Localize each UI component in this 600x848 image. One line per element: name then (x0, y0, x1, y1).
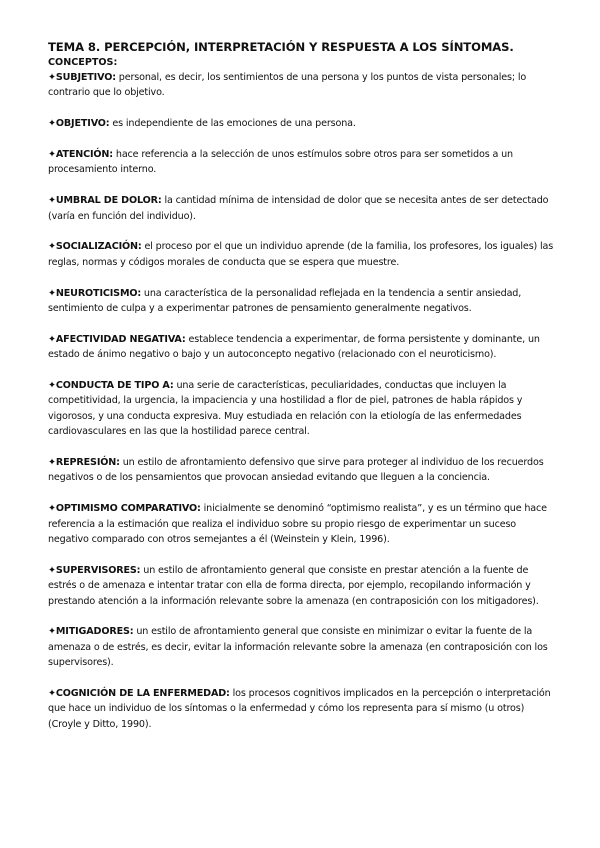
star-bullet-icon: ✦ (48, 195, 56, 207)
concept-definition: la cantidad mínima de intensidad de dolor que se necesita antes de ser detectado (varía en función del individuo). (48, 195, 549, 222)
page-title: TEMA 8. PERCEPCIÓN, INTERPRETACIÓN Y RESPUESTA A LOS SÍNTOMAS. (48, 40, 514, 54)
concept-term: NEUROTICISMO: (55, 287, 142, 299)
concept-definition: hace referencia a la selección de unos estímulos sobre otros para ser sometidos a un procesamiento interno. (48, 149, 513, 176)
star-bullet-icon: ✦ (48, 457, 56, 469)
section-subtitle: CONCEPTOS: (48, 57, 118, 68)
concept-definition: una característica de la personalidad reflejada en la tendencia a sentir ansiedad, sentimiento de culpa y a experimentar patrones de pensamiento generalmente negativos. (48, 287, 522, 315)
concept-definition: un estilo de afrontamiento general que consiste en prestar atención a la fuente de estrés o de amenaza e intentar tratar con ella de forma directa, por ejemplo, recopilando información y prestando atención a la información relevante sobre la amenaza (en contraposición con los mitigadores). (48, 564, 539, 607)
star-bullet-icon: ✦ (48, 118, 56, 130)
concept-term: REPRESIÓN: (55, 457, 120, 469)
concept-entry-supervisores (48, 563, 558, 609)
star-bullet-icon: ✦ (48, 626, 56, 638)
document-page (48, 40, 558, 748)
concept-entry-optimismo-comparativo (48, 501, 558, 547)
concept-definition: un estilo de afrontamiento general que consiste en minimizar o evitar la fuente de la amenaza o de estrés, es decir, evitar la información relevante sobre la amenaza (en contraposición con los supervisores). (48, 626, 548, 669)
star-bullet-icon: ✦ (48, 149, 56, 160)
concept-entry-atencion (48, 147, 558, 178)
concept-term: AFECTIVIDAD NEGATIVA: (55, 333, 186, 345)
concept-entry-afectividad-negativa (48, 332, 558, 363)
concept-term: SOCIALIZACIÓN: (55, 241, 142, 253)
concept-entry-conducta-tipo-a (48, 378, 558, 440)
concept-list (48, 70, 558, 732)
concept-definition: un estilo de afrontamiento defensivo que sirve para proteger al individuo de los recuerdos negativos o de los pensamientos que provocan ansiedad evitando que lleguen a la conciencia. (48, 457, 544, 484)
concept-term: UMBRAL DE DOLOR: (55, 195, 162, 207)
concept-term: COGNICIÓN DE LA ENFERMEDAD: (55, 688, 230, 700)
concept-definition: los procesos cognitivos implicados en la percepción o interpretación que hace un individuo de los síntomas o la enfermedad y cómo los representa para sí mismo (u otros) (Croyle y Ditto, 1990). (48, 688, 551, 730)
concept-entry-umbral-de-dolor (48, 193, 558, 224)
star-bullet-icon: ✦ (48, 333, 56, 345)
concept-definition: es independiente de las emociones de una persona. (109, 118, 356, 130)
concept-entry-represion (48, 455, 558, 486)
star-bullet-icon: ✦ (48, 241, 56, 253)
star-bullet-icon: ✦ (48, 688, 56, 700)
star-bullet-icon: ✦ (48, 72, 56, 83)
concept-definition: establece tendencia a experimentar, de forma persistente y dominante, un estado de ánimo negativo o bajo y un autoconcepto negativo (relacionado con el neuroticismo). (48, 333, 540, 361)
concept-entry-neuroticismo (48, 286, 558, 317)
concept-entry-mitigadores (48, 624, 558, 670)
concept-definition: personal, es decir, los sentimientos de una persona y los puntos de vista personales; lo contrario que lo objetivo. (48, 72, 527, 99)
concept-term: ATENCIÓN: (55, 149, 113, 160)
concept-term: OPTIMISMO COMPARATIVO: (55, 503, 201, 515)
concept-definition: inicialmente se denominó “optimismo realista”, y es un término que hace referencia a la estimación que realiza el individuo sobre su propio riesgo de experimentar un suceso negativo comparado con otros semejantes a él (Weinstein y Klein, 1996). (48, 503, 547, 546)
concept-term: OBJETIVO: (55, 118, 110, 130)
star-bullet-icon: ✦ (48, 564, 56, 576)
concept-term: SUPERVISORES: (55, 564, 141, 576)
star-bullet-icon: ✦ (48, 503, 56, 515)
concept-entry-cognicion-enfermedad (48, 686, 558, 732)
concept-entry-socializacion (48, 239, 558, 270)
concept-definition: el proceso por el que un individuo aprende (de la familia, los profesores, los iguales) las reglas, normas y códigos morales de conducta que se espera que muestre. (48, 241, 554, 268)
concept-entry-subjetivo (48, 70, 558, 101)
concept-term: SUBJETIVO: (55, 72, 116, 83)
concept-term: CONDUCTA DE TIPO A: (55, 380, 174, 392)
star-bullet-icon: ✦ (48, 380, 56, 392)
concept-definition: una serie de características, peculiaridades, conductas que incluyen la competitividad, la urgencia, la impaciencia y una hostilidad a flor de piel, patrones de habla rápidos y vigorosos, y una conducta expresiva. Muy estudiada en relación con la etiología de las enfermedades cardiovasculares en las que la hostilidad parece central. (48, 380, 523, 438)
concept-entry-objetivo (48, 116, 558, 131)
concept-term: MITIGADORES: (55, 626, 134, 638)
star-bullet-icon: ✦ (48, 287, 56, 299)
